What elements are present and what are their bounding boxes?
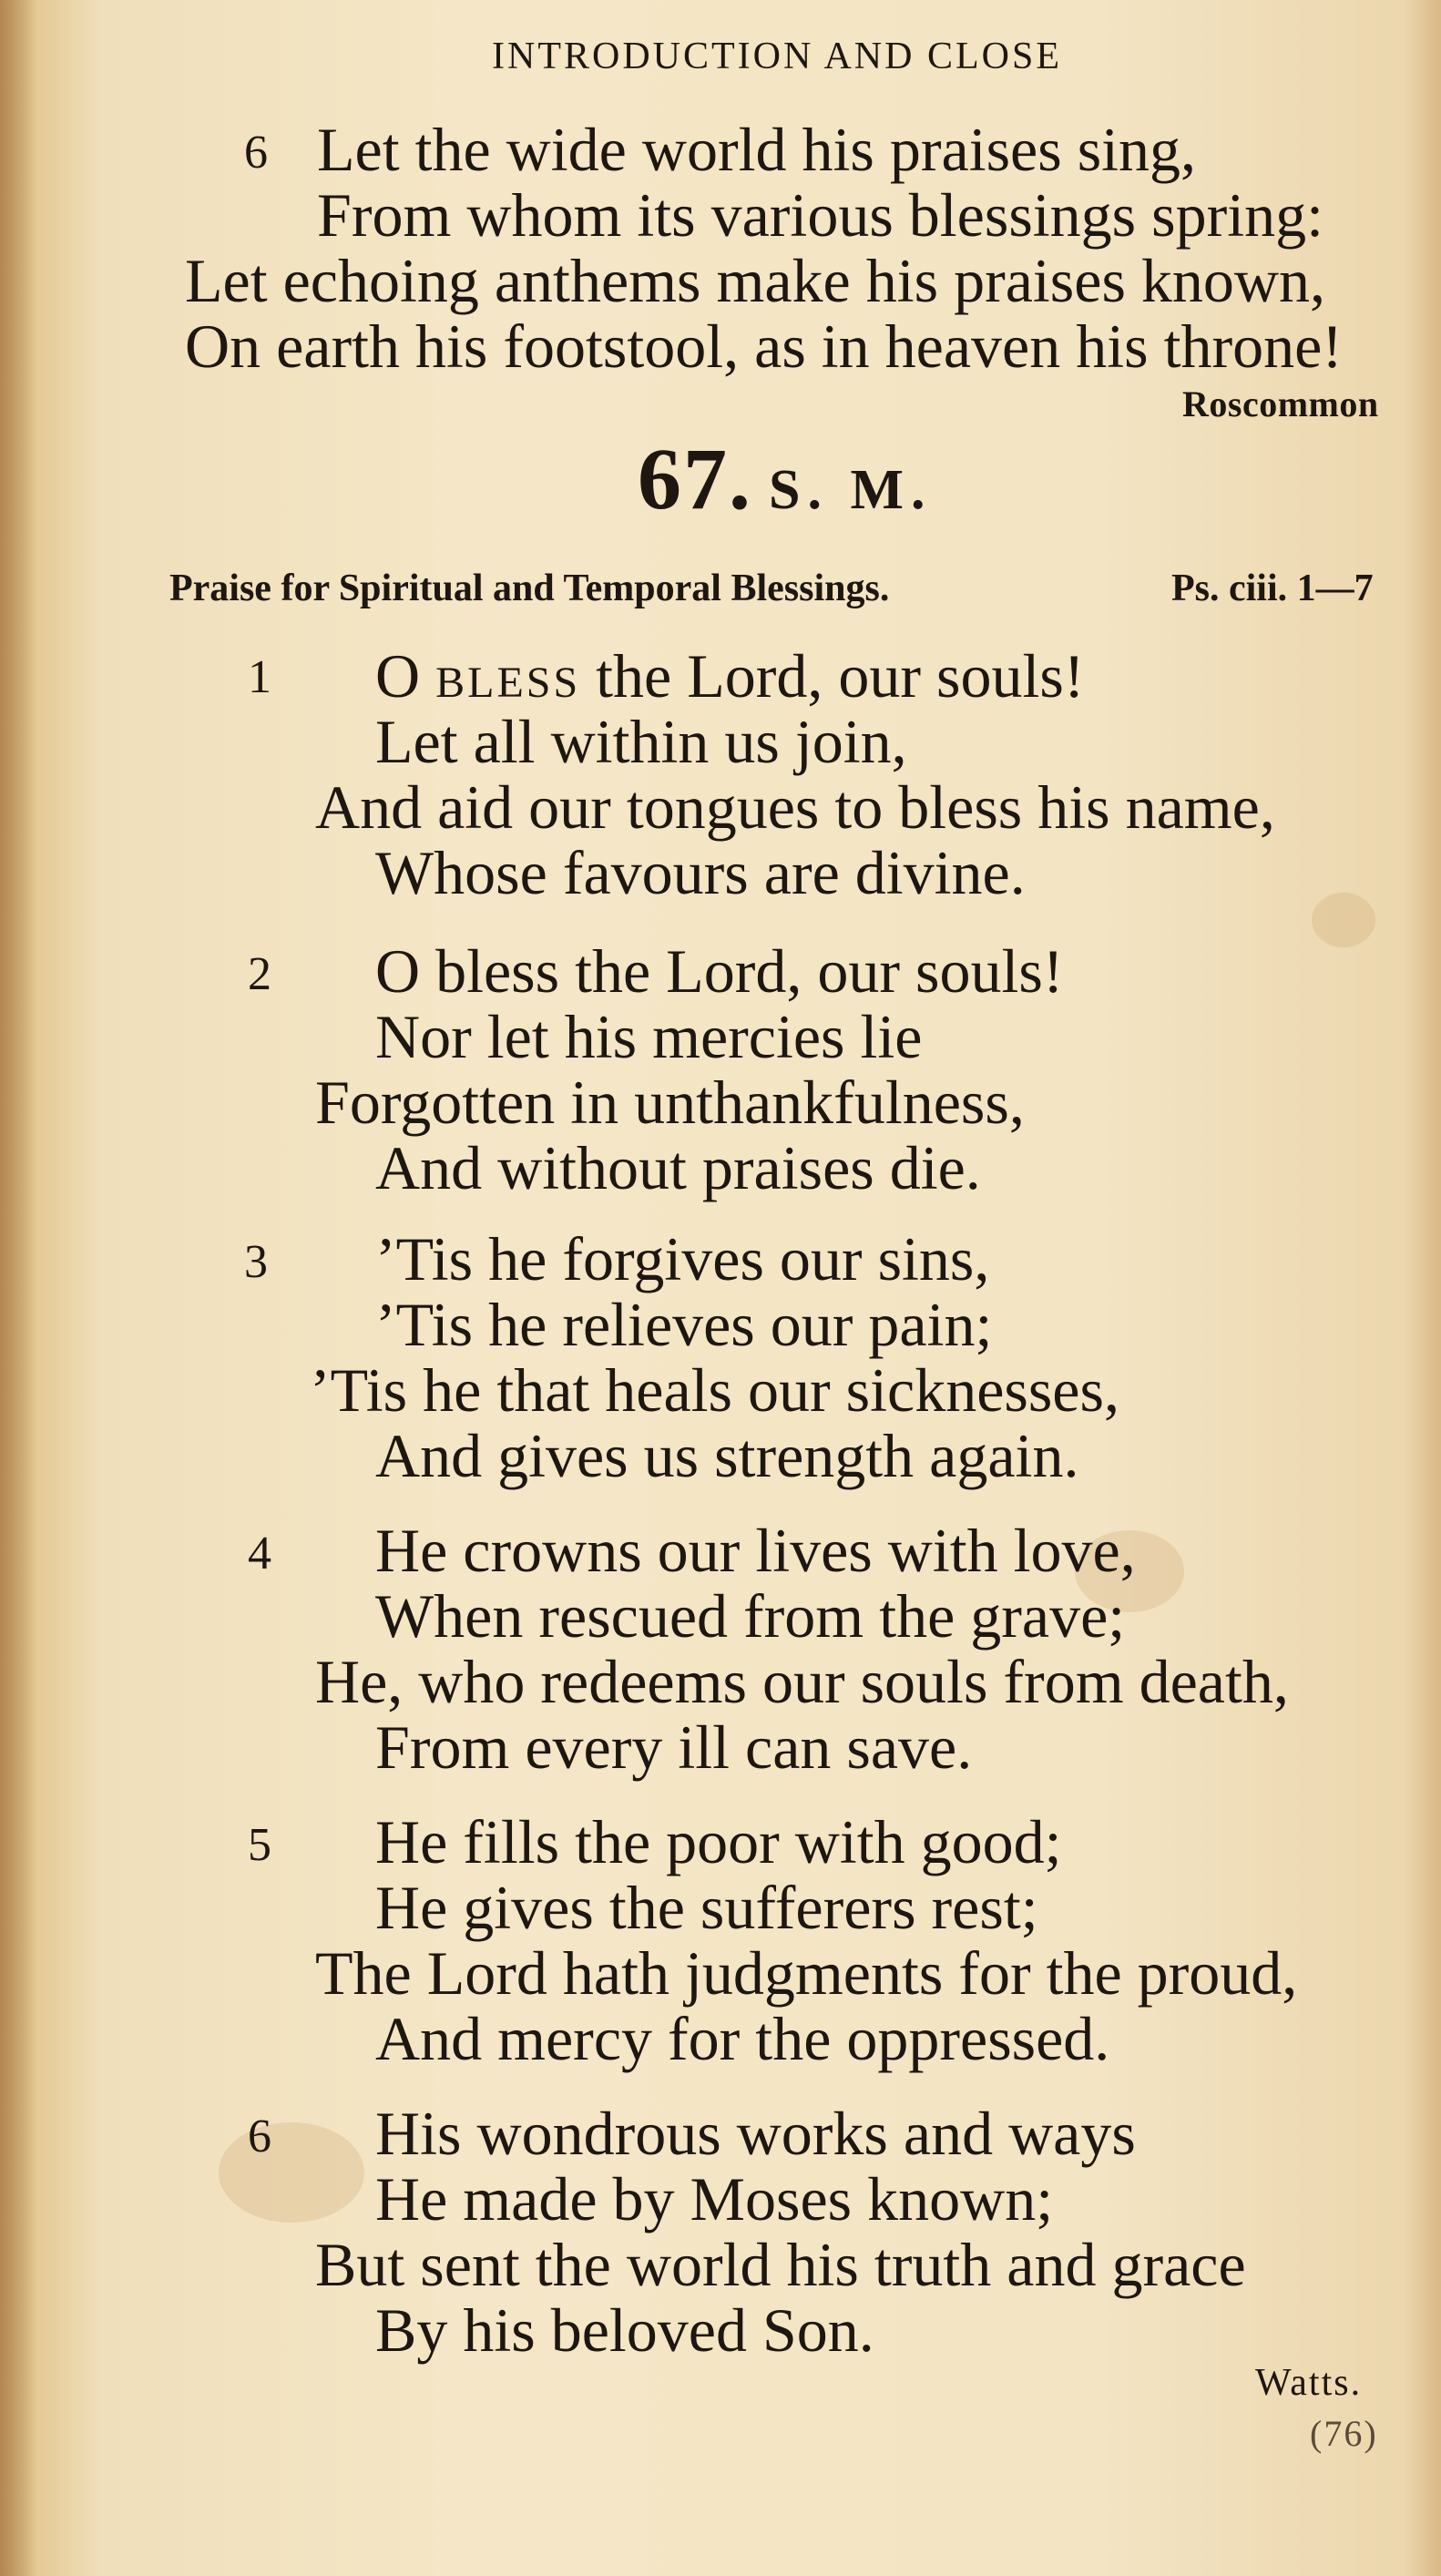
stanza-6-line-2: He made by Moses known; [375, 2164, 1054, 2234]
stanza-1-line-1: O bless the Lord, our souls! [375, 641, 1085, 710]
page-edge-shadow [0, 0, 36, 2576]
previous-line-3: Let echoing anthems make his praises known, [185, 246, 1326, 315]
stanza-4-line-3: He, who redeems our souls from death, [315, 1647, 1289, 1716]
stanza-2-number: 2 [248, 948, 271, 1000]
hymn-number: 67. [638, 430, 752, 527]
hymn-author: Watts. [1255, 2362, 1363, 2404]
stanza-4-line-2: When rescued from the grave; [375, 1581, 1126, 1651]
hymn-number-title [638, 428, 933, 529]
stanza-6-line-4: By his beloved Son. [375, 2295, 874, 2365]
stanza-3-line-1: ’Tis he forgives our sins, [375, 1224, 990, 1293]
stanza-6-line-1: His wondrous works and ways [375, 2099, 1136, 2168]
stanza-2-line-2: Nor let his mercies lie [375, 1002, 923, 1071]
stanza-2-line-4: And without praises die. [375, 1133, 981, 1202]
stanza-1-line-2: Let all within us join, [375, 707, 907, 776]
hymn-meter: S. M. [769, 459, 933, 521]
stanza-1-number: 1 [248, 651, 271, 703]
stanza-5-line-1: He fills the poor with good; [375, 1807, 1062, 1876]
hymn-scripture-reference: Ps. ciii. 1—7 [1171, 567, 1374, 609]
stanza-4-line-4: From every ill can save. [375, 1712, 973, 1782]
previous-line-2: From whom its various blessings spring: [317, 180, 1324, 250]
foxing-spot [219, 2122, 364, 2223]
stanza-4-number: 4 [248, 1528, 271, 1579]
stanza-5-line-3: The Lord hath judgments for the proud, [315, 1938, 1298, 2008]
stanza-3-line-2: ’Tis he relieves our pain; [375, 1290, 993, 1359]
page-number: (76) [1310, 2413, 1378, 2454]
stanza-5-line-4: And mercy for the oppressed. [375, 2004, 1110, 2073]
previous-stanza-number: 6 [244, 127, 268, 179]
stanza-3-line-4: And gives us strength again. [375, 1421, 1079, 1490]
hymn-subtitle: Praise for Spiritual and Temporal Blessings. [169, 567, 890, 609]
stanza-6-number: 6 [248, 2111, 271, 2162]
previous-line-4: On earth his footstool, as in heaven his throne! [185, 312, 1343, 381]
stanza-1-line-4: Whose favours are divine. [375, 838, 1026, 907]
stanza-2-line-1: O bless the Lord, our souls! [375, 936, 1064, 1006]
stanza-3-number: 3 [244, 1236, 268, 1288]
stanza-5-line-2: He gives the sufferers rest; [375, 1873, 1038, 1942]
stanza-4-line-1: He crowns our lives with love, [375, 1516, 1136, 1585]
stanza-5-number: 5 [248, 1819, 271, 1871]
stanza-1-line-3: And aid our tongues to bless his name, [315, 772, 1275, 842]
stanza-3-line-3: ’Tis he that heals our sicknesses, [310, 1355, 1119, 1425]
foxing-spot [1312, 893, 1375, 947]
previous-line-1: Let the wide world his praises sing, [317, 115, 1197, 184]
running-head: INTRODUCTION AND CLOSE [492, 36, 1062, 77]
stanza-2-line-3: Forgotten in unthankfulness, [315, 1068, 1025, 1137]
previous-hymn-author: Roscommon [1182, 383, 1379, 424]
stanza-6-line-3: But sent the world his truth and grace [315, 2230, 1246, 2299]
